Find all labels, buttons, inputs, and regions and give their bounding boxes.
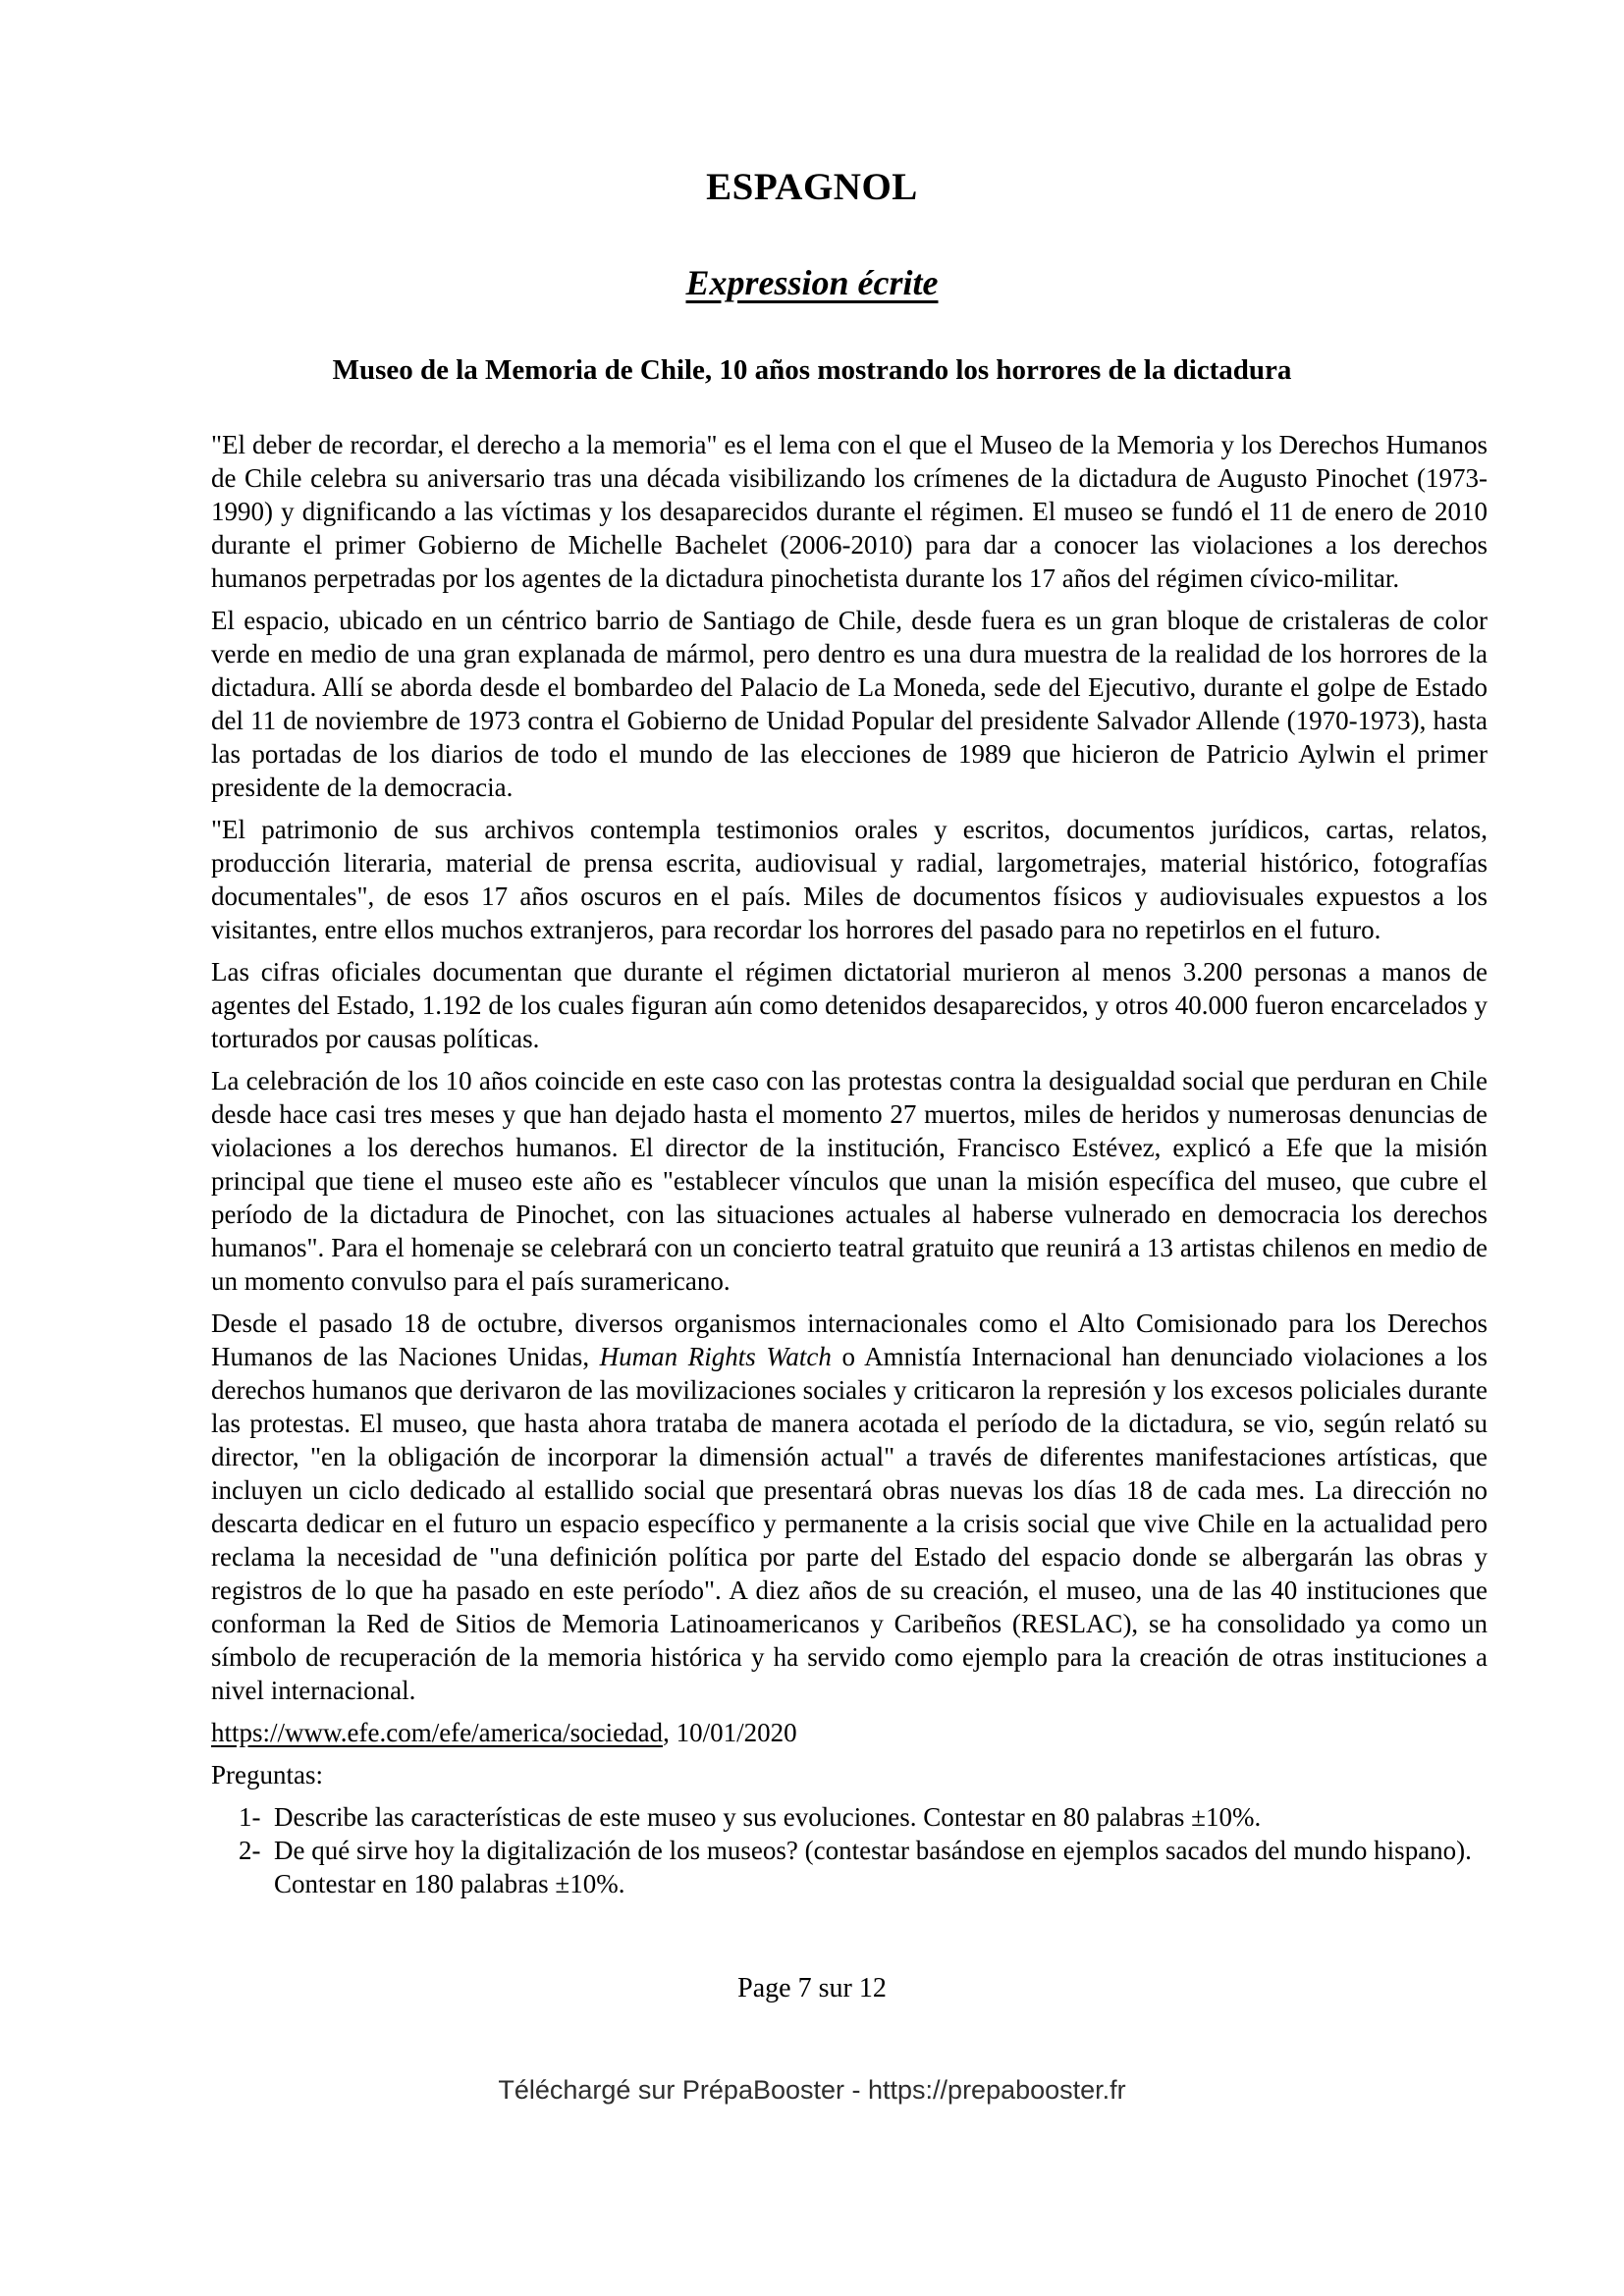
article-title: Museo de la Memoria de Chile, 10 años mostrando los horrores de la dictadura xyxy=(332,354,1292,386)
source-link[interactable]: https://www.efe.com/efe/america/sociedad xyxy=(211,1718,664,1747)
page-title: ESPAGNOL xyxy=(706,166,918,208)
paragraph-6-text-before: Desde el pasado 18 de octubre, diversos organismos internacionales como el Alto Comisionado para los Derechos Humanos de las Naciones Unidas, xyxy=(211,1308,1488,1371)
question-2 xyxy=(211,1834,1488,1900)
question-2-number: 2- xyxy=(239,1836,261,1865)
section-subtitle xyxy=(0,262,1624,303)
article-paragraph-2: El espacio, ubicado en un céntrico barrio de Santiago de Chile, desde fuera es un gran bloque de cristaleras de color verde en medio de una gran explanada de mármol, pero dentro es una dura muestra de la realidad de los horrores de la dictadura. Allí se aborda desde el bombardeo del Palacio de La Moneda, sede del Ejecutivo, durante el golpe de Estado del 11 de noviembre de 1973 contra el Gobierno de Unidad Popular del presidente Salvador Allende (1970-1973), hasta las portadas de los diarios de todo el mundo de las elecciones de 1989 que hicieron de Patricio Aylwin el primer presidente de la democracia. xyxy=(211,606,1488,802)
question-2-text: De qué sirve hoy la digitalización de los museos? (contestar basándose en ejemplos sacados del mundo hispano). Contestar en 180 palabras ±10%. xyxy=(274,1836,1472,1898)
source-line xyxy=(211,1716,1488,1749)
paragraph-6-italic-org-name: Human Rights Watch xyxy=(599,1342,832,1371)
question-1-text: Describe las características de este museo y sus evoluciones. Contestar en 80 palabras ±10%. xyxy=(274,1802,1262,1832)
question-1 xyxy=(211,1800,1488,1834)
source-date: , 10/01/2020 xyxy=(663,1718,797,1747)
article-body xyxy=(211,428,1488,1900)
paragraph-6-text-after: o Amnistía Internacional han denunciado violaciones a los derechos humanos que derivaron de las movilizaciones sociales y criticaron la represión y los excesos policiales durante las protestas. El museo, que hasta ahora trataba de manera acotada el período de la dictadura, se vio, según relató su director, "en la obligación de incorporar la dimensión actual" a través de diferentes manifestaciones artísticas, que incluyen un ciclo dedicado al estallido social que presentará obras nuevas los días 18 de cada mes. La dirección no descarta dedicar en el futuro un espacio específico y permanente a la crisis social que vive Chile en la actualidad pero reclama la necesidad de "una definición política por parte del Estado del espacio donde se albergarán las obras y registros de lo que ha pasado en este período". A diez años de su creación, el museo, una de las 40 instituciones que conforman la Red de Sitios de Memoria Latinoamericanos y Caribeños (RESLAC), se ha consolidado ya como un símbolo de recuperación de la memoria histórica y ha servido como ejemplo para la creación de otras instituciones a nivel internacional. xyxy=(211,1342,1488,1705)
article-paragraph-5: La celebración de los 10 años coincide en este caso con las protestas contra la desigualdad social que perduran en Chile desde hace casi tres meses y que han dejado hasta el momento 27 muertos, miles de heridos y numerosas denuncias de violaciones a los derechos humanos. El director de la institución, Francisco Estévez, explicó a Efe que la misión principal que tiene el museo este año es "establecer vínculos que unan la misión específica del museo, que cubre el período de la dictadura de Pinochet, con las situaciones actuales al haberse vulnerado en democracia los derechos humanos". Para el homenaje se celebrará con un concierto teatral gratuito que reunirá a 13 artistas chilenos en medio de un momento convulso para el país suramericano. xyxy=(211,1066,1488,1296)
question-1-number: 1- xyxy=(239,1802,261,1832)
page-number: Page 7 sur 12 xyxy=(737,1973,887,2003)
questions-label: Preguntas: xyxy=(211,1760,323,1789)
article-paragraph-1: "El deber de recordar, el derecho a la memoria" es el lema con el que el Museo de la Memoria y los Derechos Humanos de Chile celebra su aniversario tras una década visibilizando los crímenes de la dictadura de Augusto Pinochet (1973-1990) y dignificando a las víctimas y los desaparecidos durante el régimen. El museo se fundó el 11 de enero de 2010 durante el primer Gobierno de Michelle Bachelet (2006-2010) para dar a conocer las violaciones a los derechos humanos perpetradas por los agentes de la dictadura pinochetista durante los 17 años del régimen cívico-militar. xyxy=(211,430,1488,593)
article-paragraph-3: "El patrimonio de sus archivos contempla testimonios orales y escritos, documentos jurídicos, cartas, relatos, producción literaria, material de prensa escrita, audiovisual y radial, largometrajes, material histórico, fotografías documentales", de esos 17 años oscuros en el país. Miles de documentos físicos y audiovisuales expuestos a los visitantes, entre ellos muchos extranjeros, para recordar los horrores del pasado para no repetirlos en el futuro. xyxy=(211,815,1488,944)
article-paragraph-4: Las cifras oficiales documentan que durante el régimen dictatorial murieron al menos 3.200 personas a manos de agentes del Estado, 1.192 de los cuales figuran aún como detenidos desaparecidos, y otros 40.000 fueron encarcelados y torturados por causas políticas. xyxy=(211,957,1488,1053)
section-subtitle-text: Expression écrite xyxy=(685,263,939,302)
article-paragraph-6 xyxy=(211,1307,1488,1707)
download-credit: Téléchargé sur PrépaBooster - https://prepabooster.fr xyxy=(498,2075,1126,2105)
